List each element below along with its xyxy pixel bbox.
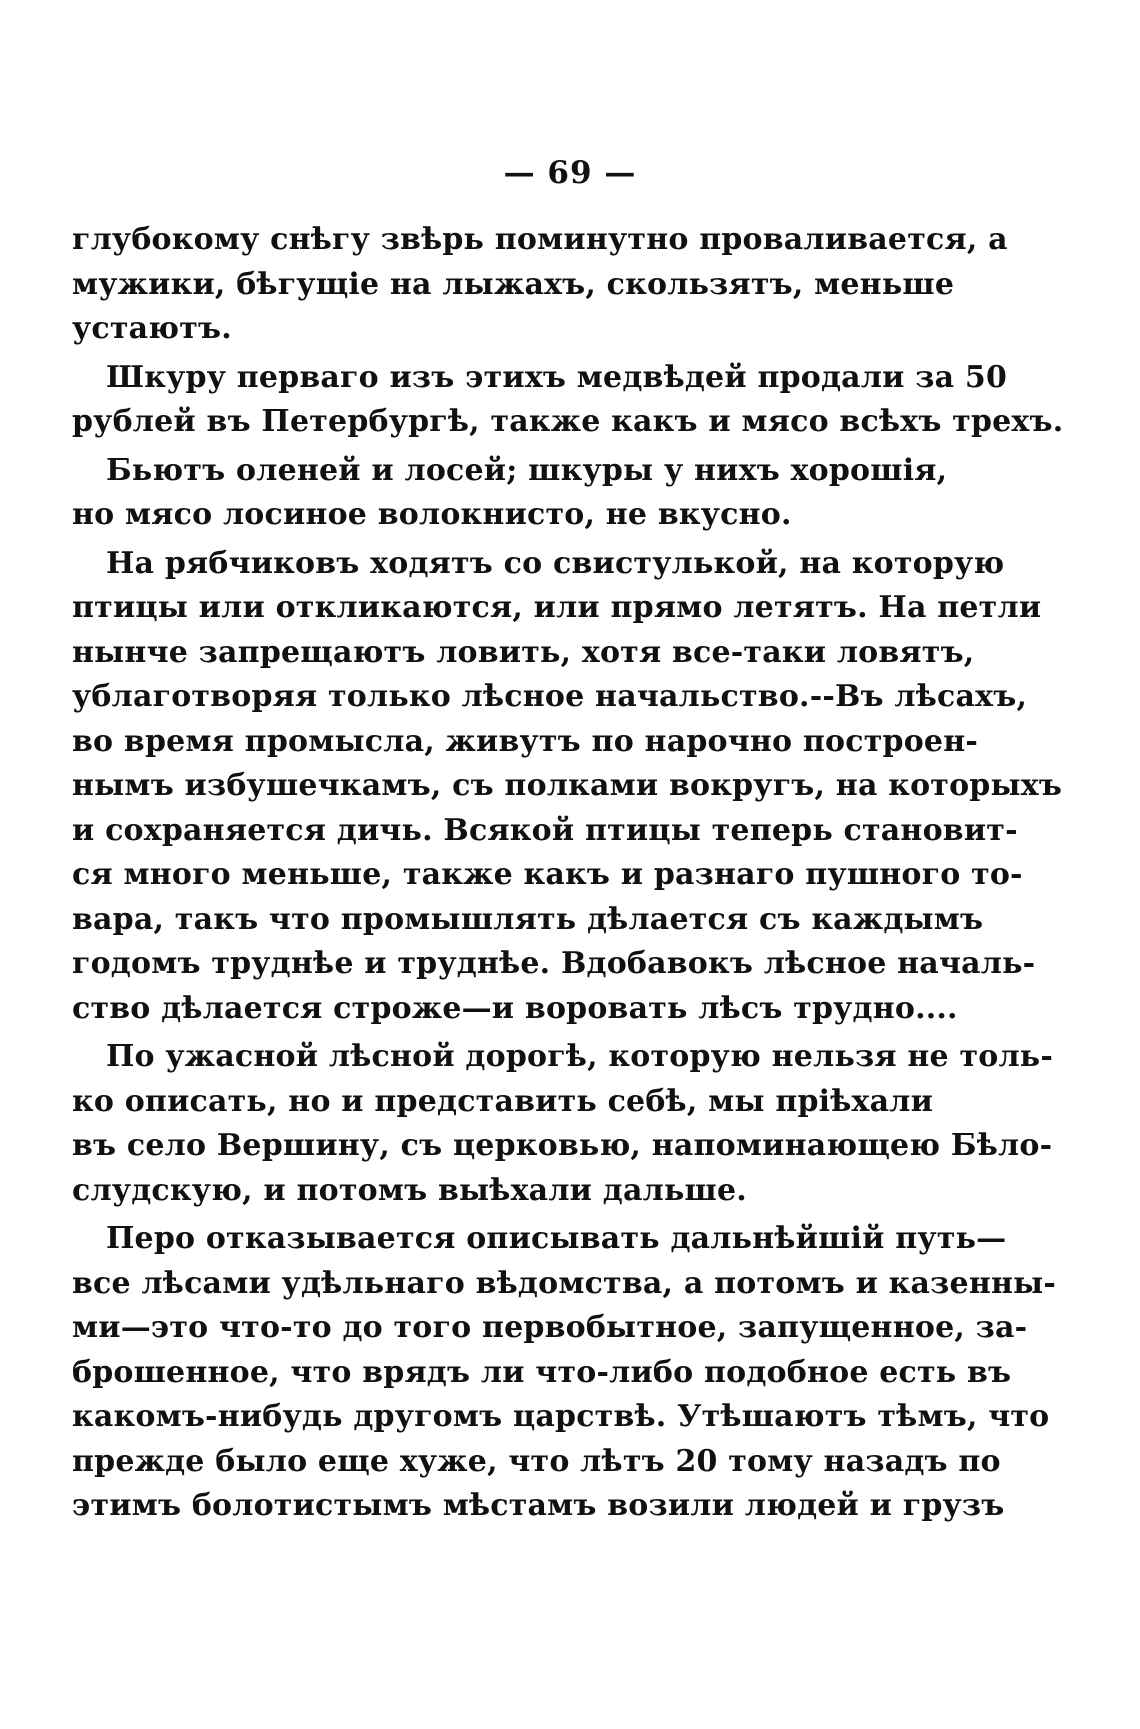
paragraph-3 bbox=[72, 449, 948, 538]
text-line: Шкуру перваго изъ этихъ медвѣдей продали за 50 bbox=[106, 359, 1008, 395]
text-line: годомъ труднѣе и труднѣе. Вдобавокъ лѣсное началь- bbox=[72, 946, 1036, 981]
text-line: Бьютъ оленей и лосей; шкуры у нихъ хорошія, bbox=[106, 452, 948, 488]
text-line: но мясо лосиное волокнисто, не вкусно. bbox=[72, 497, 792, 532]
text-line: все лѣсами удѣльнаго вѣдомства, а потомъ и казенны- bbox=[72, 1265, 1057, 1301]
text-line: прежде было еще хуже, что лѣтъ 20 тому назадъ по bbox=[72, 1443, 1001, 1479]
text-line: вара, такъ что промышлять дѣлается съ каждымъ bbox=[72, 901, 984, 937]
paragraph-6 bbox=[72, 1217, 1057, 1529]
text-line: птицы или откликаются, или прямо летятъ. На петли bbox=[72, 590, 1042, 625]
text-line: и сохраняется дичь. Всякой птицы теперь становит- bbox=[72, 812, 1018, 848]
text-line: Перо отказывается описывать дальнѣйшій путь— bbox=[106, 1221, 1007, 1256]
text-line: нымъ избушечкамъ, съ полками вокругъ, на которыхъ bbox=[72, 768, 1063, 803]
paragraph-5 bbox=[72, 1035, 1054, 1213]
text-line: какомъ-нибудь другомъ царствѣ. Утѣшаютъ тѣмъ, что bbox=[72, 1399, 1050, 1434]
text-line: этимъ болотистымъ мѣстамъ возили людей и грузъ bbox=[72, 1488, 1005, 1523]
page-number: — 69 — bbox=[503, 155, 637, 191]
paragraph-1 bbox=[72, 218, 1008, 352]
text-line: глубокому снѣгу звѣрь поминутно проваливается, а bbox=[72, 222, 1008, 257]
text-line: ся много меньше, также какъ и разнаго пушного то- bbox=[72, 857, 1023, 892]
paragraph-2 bbox=[72, 356, 1064, 445]
text-line: ми—это что-то до того первобытное, запущенное, за- bbox=[72, 1310, 1028, 1345]
text-line: На рябчиковъ ходятъ со свистулькой, на которую bbox=[106, 545, 1005, 581]
text-line: въ село Вершину, съ церковью, напоминающею Бѣло- bbox=[72, 1128, 1053, 1163]
text-line: нынче запрещаютъ ловить, хотя все-таки ловятъ, bbox=[72, 634, 975, 670]
text-line: По ужасной лѣсной дорогѣ, которую нельзя не толь- bbox=[106, 1039, 1054, 1074]
text-line: ко описать, но и представить себѣ, мы пріѣхали bbox=[72, 1083, 934, 1119]
text-line: во время промысла, живутъ по нарочно построен- bbox=[72, 723, 979, 759]
text-line: ублаготворяя только лѣсное начальство.--Въ лѣсахъ, bbox=[72, 679, 1028, 714]
text-line: слудскую, и потомъ выѣхали дальше. bbox=[72, 1172, 747, 1208]
text-line: ство дѣлается строже—и воровать лѣсъ трудно.... bbox=[72, 990, 958, 1026]
paragraph-4 bbox=[72, 542, 1063, 1032]
text-line: брошенное, что врядъ ли что-либо подобное есть въ bbox=[72, 1354, 1012, 1390]
text-line: мужики, бѣгущіе на лыжахъ, скользятъ, меньше bbox=[72, 266, 955, 302]
page-text bbox=[72, 218, 1064, 1529]
text-line: устаютъ. bbox=[72, 311, 232, 346]
text-line: рублей въ Петербургѣ, также какъ и мясо всѣхъ трехъ. bbox=[72, 404, 1064, 439]
